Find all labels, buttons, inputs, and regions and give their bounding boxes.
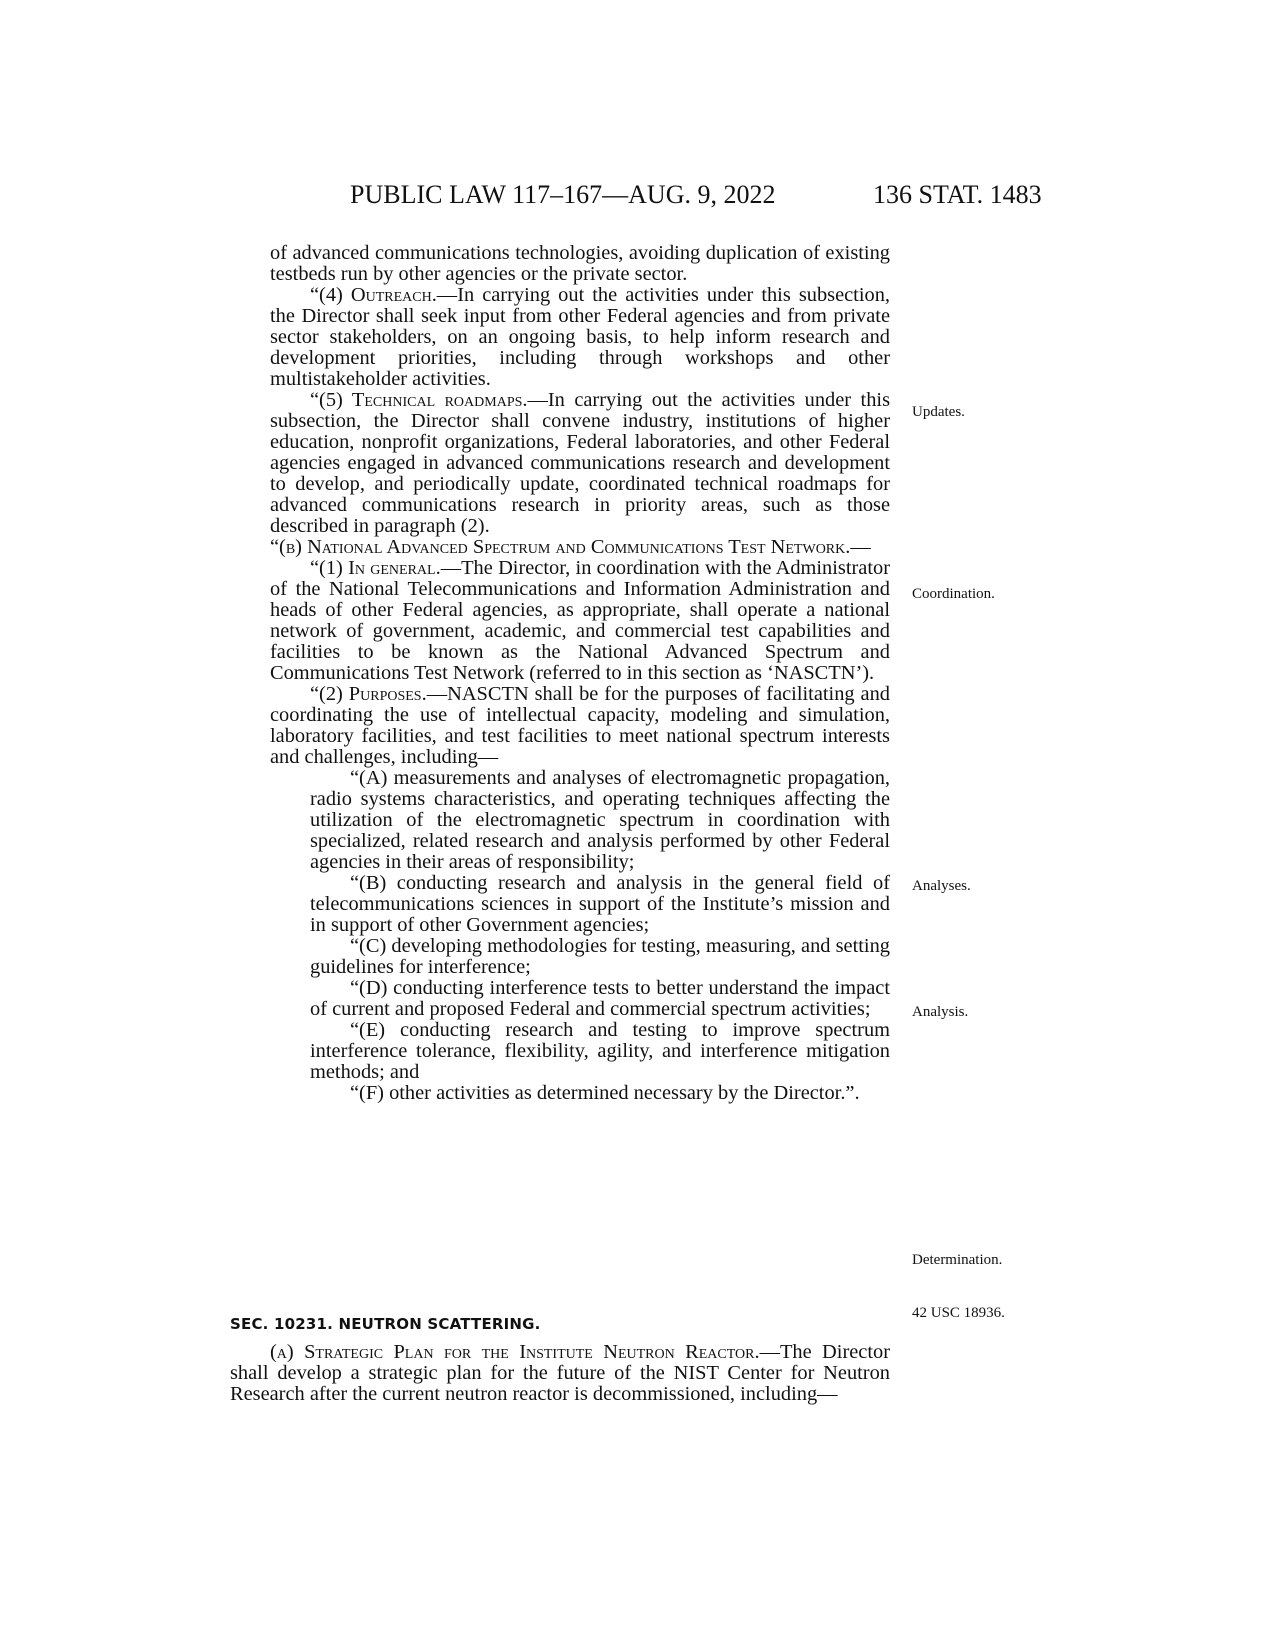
margin-note-usc-citation: 42 USC 18936. [912,1305,1005,1321]
clause-b: “(B) conducting research and analysis in the general field of telecommunications sciences in support of the Institute’s mission and in support of other Government agencies; [310,872,890,936]
margin-note-determination: Determination. [912,1252,1003,1268]
subsection-a [230,1342,890,1405]
section-text [230,1342,890,1405]
in-general-heading: “(1) In general. [310,557,441,579]
paragraph-b1-in-general [270,558,890,684]
stat-page-number: 136 STAT. 1483 [873,180,1042,209]
paragraph-b2-purposes [270,684,890,768]
outreach-text: —In carrying out the activities under this subsection, the Director shall seek input from other Federal agencies and from private sector stakeholders, on an ongoing basis, to help inform research and development priorities, including through workshops and other multistakeholder activities. [270,284,890,390]
public-law-title: PUBLIC LAW 117–167—AUG. 9, 2022 [350,180,776,209]
technical-roadmaps-text: —In carrying out the activities under this subsection, the Director shall convene industry, institutions of higher education, nonprofit organizations, Federal laboratories, and other Federal agencies engaged in advanced communications research and development to develop, and periodically update, coordinated technical roadmaps for advanced communications research in priority areas, such as those described in paragraph (2). [270,389,891,537]
clause-a: “(A) measurements and analyses of electromagnetic propagation, radio systems characteristics, and operating techniques affecting the utilization of the electromagnetic spectrum in coordination with specialized, related research and analysis performed by other Federal agencies in their areas of responsibility; [310,767,890,873]
margin-note-updates: Updates. [912,404,965,420]
technical-roadmaps-heading: “(5) Technical roadmaps. [310,389,528,411]
outreach-heading: “(4) Outreach. [310,284,437,306]
nasctn-heading-dash: — [850,536,871,558]
strategic-plan-heading: (a) Strategic Plan for the Institute Neutron Reactor. [270,1341,760,1363]
paragraph-4-outreach [270,285,890,390]
margin-note-analysis: Analysis. [912,1004,969,1020]
clause-c: “(C) developing methodologies for testing, measuring, and setting guidelines for interference; [310,935,890,978]
section-heading: SEC. 10231. NEUTRON SCATTERING. [230,1315,541,1333]
in-general-text: —The Director, in coordination with the Administrator of the National Telecommunications and Information Administration and heads of other Federal agencies, as appropriate, shall operate a national network of government, academic, and commercial test capabilities and facilities to be known as the National Advanced Spectrum and Communications Test Network (referred to in this section as ‘NASCTN’). [270,557,890,684]
nasctn-heading: “(b) National Advanced Spectrum and Communications Test Network. [270,536,851,558]
main-text [230,243,890,1104]
clause-d: “(D) conducting interference tests to better understand the impact of current and proposed Federal and commercial spectrum activities; [310,977,890,1020]
page-header [0,180,1275,220]
margin-note-coordination: Coordination. [912,586,995,602]
purposes-text: —NASCTN shall be for the purposes of facilitating and coordinating the use of intellectual capacity, modeling and simulation, laboratory facilities, and test facilities to meet national spectrum interests and challenges, including— [270,683,890,768]
subsection-b-heading [230,537,890,558]
clause-f: “(F) other activities as determined necessary by the Director.”. [350,1082,860,1104]
margin-note-analyses: Analyses. [912,878,971,894]
purposes-heading: “(2) Purposes. [310,683,427,705]
strategic-plan-text: —The Director shall develop a strategic plan for the future of the NIST Center for Neutron Research after the current neutron reactor is decommissioned, including— [230,1341,890,1405]
paragraph-continuation: of advanced communications technologies, avoiding duplication of existing testbeds run by other agencies or the private sector. [270,242,890,285]
paragraph-5-technical-roadmaps [270,390,890,537]
clause-e: “(E) conducting research and testing to improve spectrum interference tolerance, flexibility, agility, and interference mitigation methods; and [310,1019,890,1083]
